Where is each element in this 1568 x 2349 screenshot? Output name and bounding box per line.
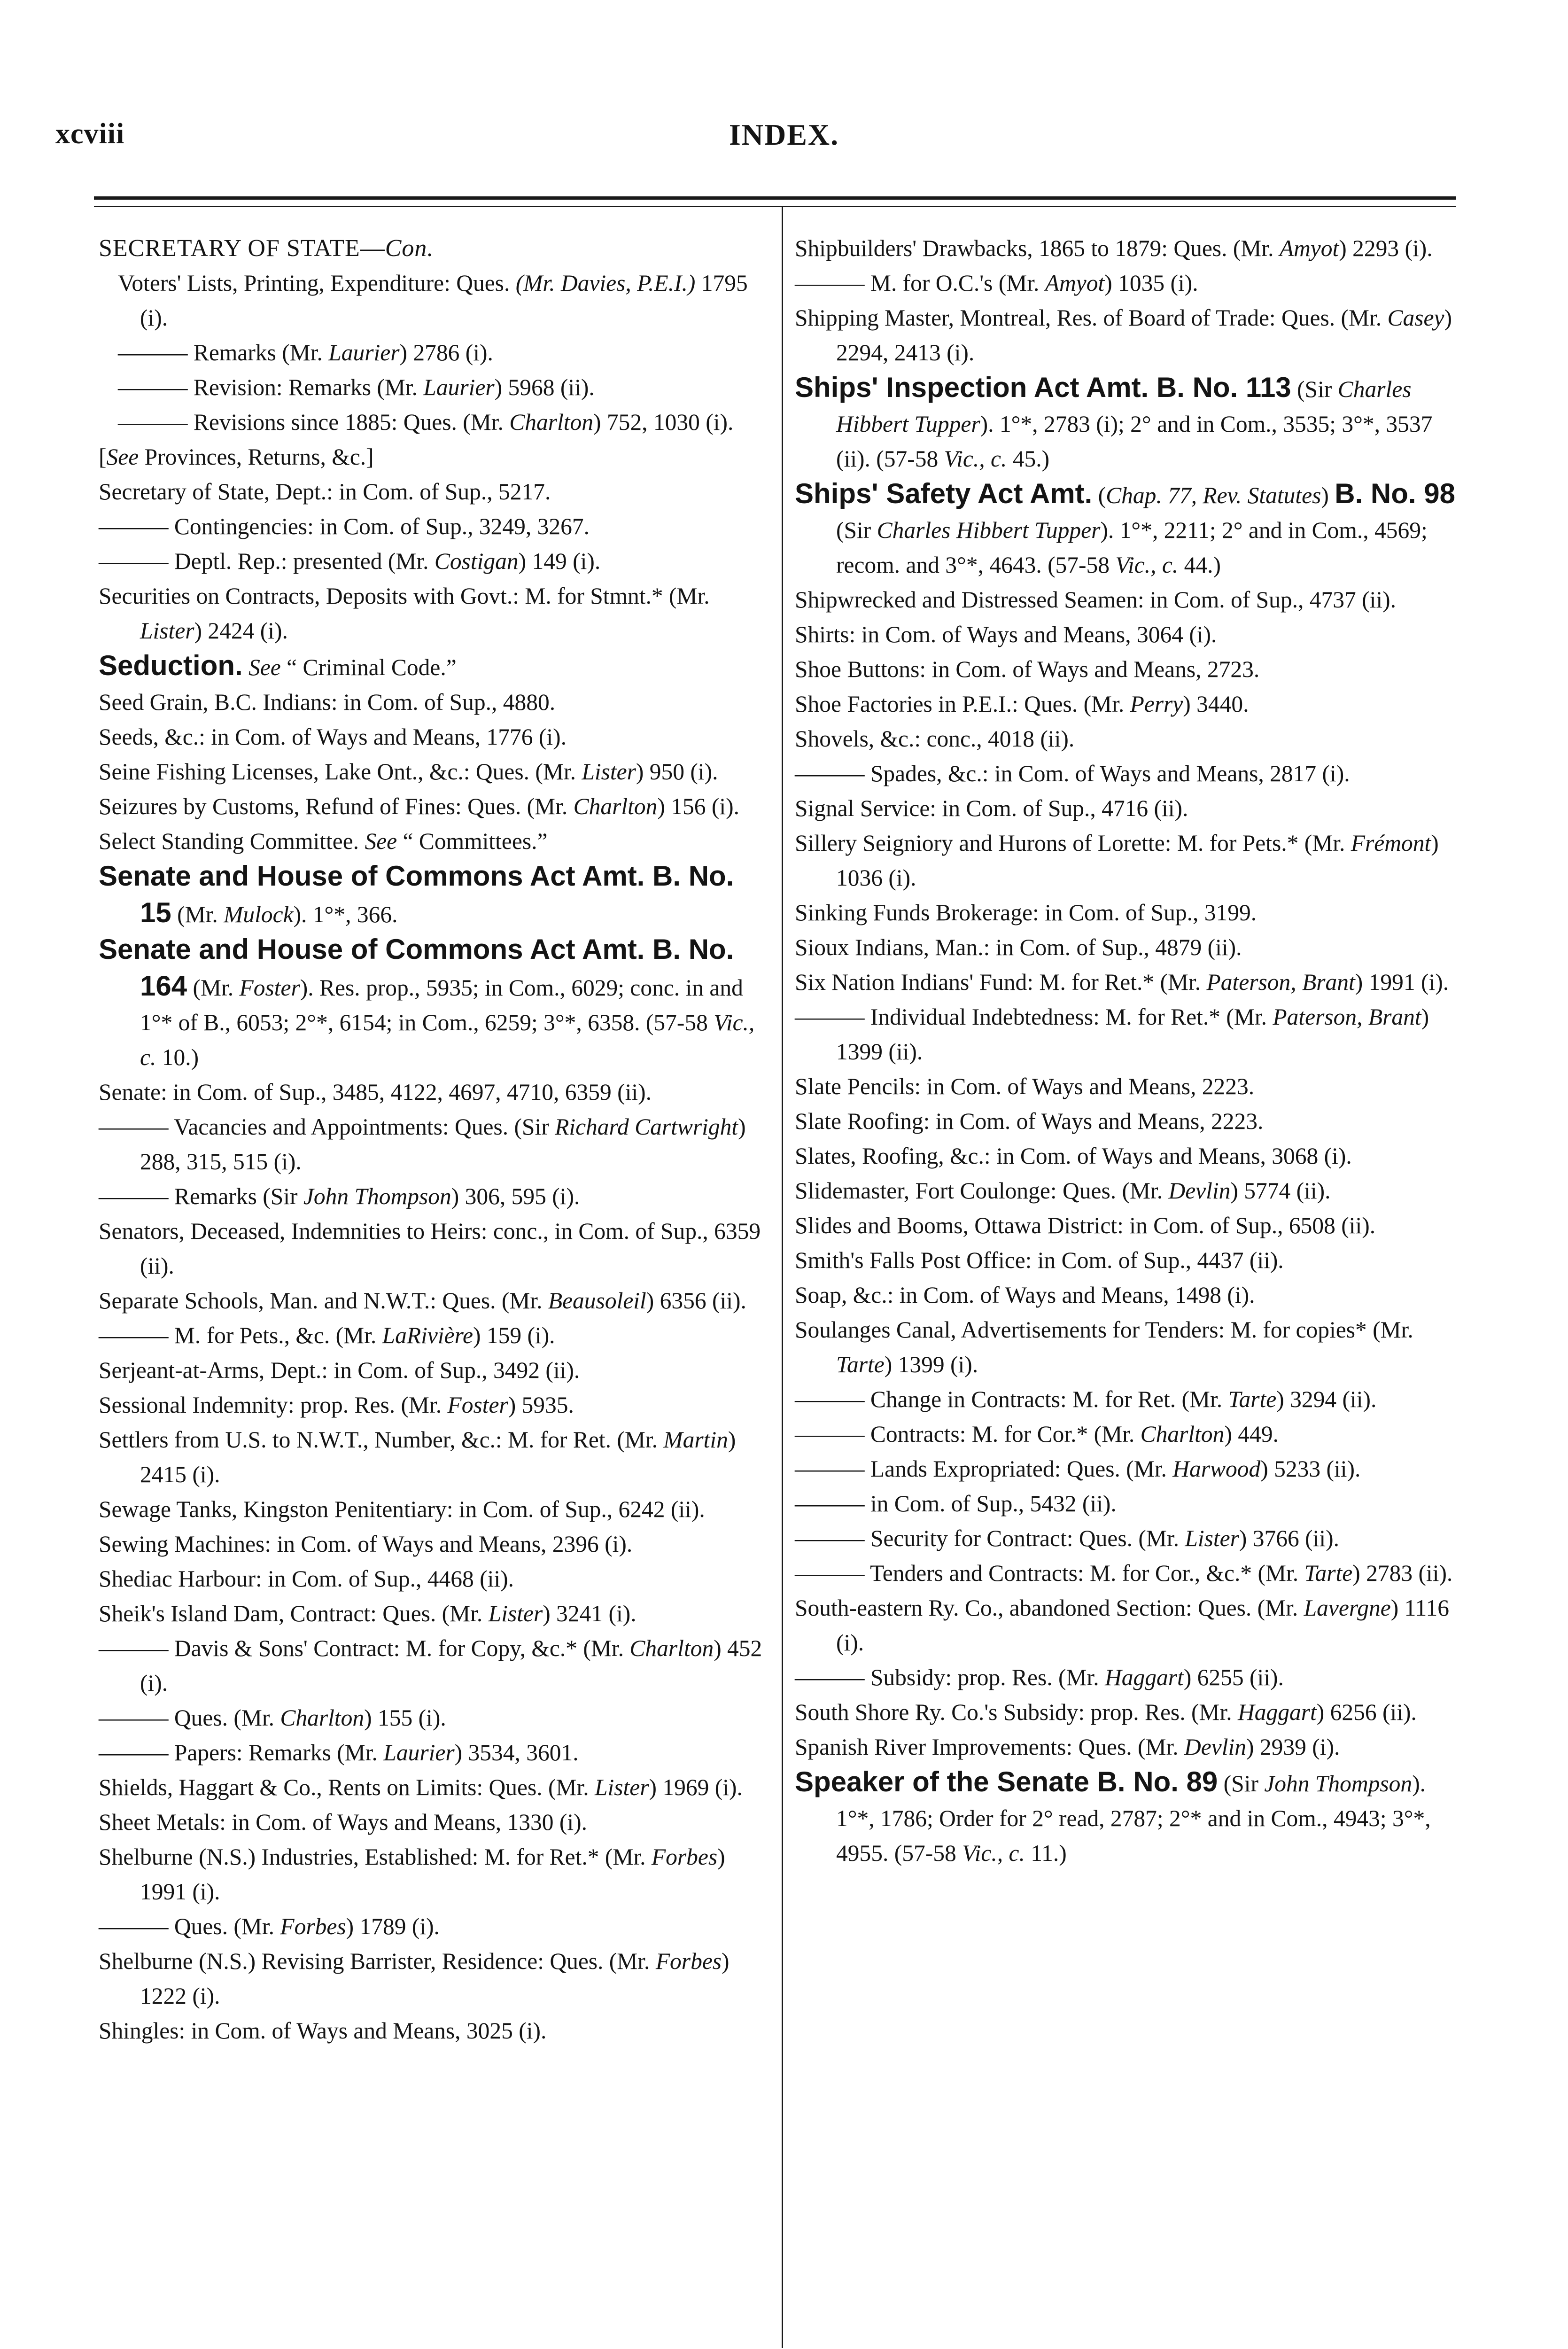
index-entry: Slates, Roofing, &c.: in Com. of Ways and Means, 3068 (i). — [795, 1143, 1352, 1169]
left-index-column — [99, 231, 764, 2048]
index-entry: Shipwrecked and Distressed Seamen: in Com. of Sup., 4737 (ii). — [795, 587, 1396, 613]
column-divider — [782, 206, 783, 2348]
page-number: xcviii — [55, 118, 125, 150]
index-entry: Sheik's Island Dam, Contract: Ques. (Mr. Lister) 3241 (i). — [99, 1601, 637, 1626]
index-entry: ——— Revision: Remarks (Mr. Laurier) 5968 (ii). — [118, 374, 595, 400]
index-entry: Sinking Funds Brokerage: in Com. of Sup., 3199. — [795, 900, 1257, 926]
index-entry: ——— Security for Contract: Ques. (Mr. Lister) 3766 (ii). — [795, 1525, 1339, 1551]
index-entry: Sheet Metals: in Com. of Ways and Means, 1330 (i). — [99, 1809, 587, 1835]
index-entry: Signal Service: in Com. of Sup., 4716 (ii). — [795, 795, 1188, 821]
index-entry: Shipbuilders' Drawbacks, 1865 to 1879: Ques. (Mr. Amyot) 2293 (i). — [795, 235, 1433, 261]
index-entry: Separate Schools, Man. and N.W.T.: Ques. (Mr. Beausoleil) 6356 (ii). — [99, 1288, 746, 1314]
index-entry: ——— Ques. (Mr. Forbes) 1789 (i). — [99, 1913, 440, 1939]
index-entry: Slate Pencils: in Com. of Ways and Means, 2223. — [795, 1073, 1255, 1099]
right-index-column — [795, 231, 1460, 1871]
index-entry: ——— Revisions since 1885: Ques. (Mr. Charlton) 752, 1030 (i). — [118, 409, 734, 435]
index-entry: Shelburne (N.S.) Revising Barrister, Residence: Ques. (Mr. Forbes) 1222 (i). — [99, 1948, 730, 2009]
index-entry: Settlers from U.S. to N.W.T., Number, &c.: M. for Ret. (Mr. Martin) 2415 (i). — [99, 1427, 736, 1487]
index-entry: Select Standing Committee. See “ Committees.” — [99, 828, 548, 854]
index-entry: ——— Papers: Remarks (Mr. Laurier) 3534, 3601. — [99, 1740, 579, 1766]
index-entry: Voters' Lists, Printing, Expenditure: Ques. (Mr. Davies, P.E.I.) 1795 (i). — [118, 270, 748, 331]
index-entry: Slate Roofing: in Com. of Ways and Means, 2223. — [795, 1108, 1264, 1134]
index-entry: Shoe Buttons: in Com. of Ways and Means, 2723. — [795, 656, 1260, 682]
index-entry: Smith's Falls Post Office: in Com. of Sup., 4437 (ii). — [795, 1247, 1284, 1273]
index-entry: [See Provinces, Returns, &c.] — [99, 444, 374, 470]
index-entry: Shingles: in Com. of Ways and Means, 3025 (i). — [99, 2018, 547, 2044]
index-entry: ——— Remarks (Mr. Laurier) 2786 (i). — [118, 340, 493, 366]
index-entry: ——— Change in Contracts: M. for Ret. (Mr. Tarte) 3294 (ii). — [795, 1386, 1377, 1412]
header-rule — [94, 196, 1456, 200]
index-entry: Sioux Indians, Man.: in Com. of Sup., 4879 (ii). — [795, 934, 1242, 960]
index-entry: Slidemaster, Fort Coulonge: Ques. (Mr. Devlin) 5774 (ii). — [795, 1178, 1331, 1204]
index-entry: Seduction. See “ Criminal Code.” — [99, 650, 457, 681]
index-entry: Shediac Harbour: in Com. of Sup., 4468 (ii). — [99, 1566, 514, 1592]
index-entry: Six Nation Indians' Fund: M. for Ret.* (Mr. Paterson, Brant) 1991 (i). — [795, 969, 1449, 995]
index-entry: ——— Deptl. Rep.: presented (Mr. Costigan) 149 (i). — [99, 548, 601, 574]
index-entry: Shoe Factories in P.E.I.: Ques. (Mr. Perry) 3440. — [795, 691, 1249, 717]
index-entry: Shipping Master, Montreal, Res. of Board of Trade: Ques. (Mr. Casey) 2294, 2413 (i). — [795, 305, 1452, 366]
index-entry: Senators, Deceased, Indemnities to Heirs: conc., in Com. of Sup., 6359 (ii). — [99, 1218, 761, 1279]
index-entry: ——— Vacancies and Appointments: Ques. (Sir Richard Cartwright) 288, 315, 515 (i). — [99, 1114, 746, 1174]
index-entry: Securities on Contracts, Deposits with Govt.: M. for Stmnt.* (Mr. Lister) 2424 (i). — [99, 583, 710, 644]
index-entry: ——— Contracts: M. for Cor.* (Mr. Charlton) 449. — [795, 1421, 1279, 1447]
index-entry: Secretary of State, Dept.: in Com. of Sup., 5217. — [99, 479, 551, 505]
index-entry: Shirts: in Com. of Ways and Means, 3064 (i). — [795, 622, 1217, 647]
index-entry: ——— M. for O.C.'s (Mr. Amyot) 1035 (i). — [795, 270, 1198, 296]
index-entry: ——— in Com. of Sup., 5432 (ii). — [795, 1491, 1117, 1517]
index-entry: Speaker of the Senate B. No. 89 (Sir John Thompson). 1°*, 1786; Order for 2° read, 2787; 2°* and in Com., 4943; 3°*, 4955. (57-58 Vic., c. 11.) — [795, 1766, 1431, 1866]
index-entry: Ships' Safety Act Amt. (Chap. 77, Rev. Statutes) B. No. 98 (Sir Charles Hibbert Tupper). 1°*, 2211; 2° and in Com., 4569; recom. and 3°*, 4643. (57-58 Vic., c. 44.) — [795, 478, 1455, 578]
index-entry: Sessional Indemnity: prop. Res. (Mr. Foster) 5935. — [99, 1392, 574, 1418]
index-entry: ——— Ques. (Mr. Charlton) 155 (i). — [99, 1705, 446, 1731]
index-entry: Sewing Machines: in Com. of Ways and Means, 2396 (i). — [99, 1531, 633, 1557]
index-entry: ——— Davis & Sons' Contract: M. for Copy, &c.* (Mr. Charlton) 452 (i). — [99, 1635, 762, 1696]
index-entry: Ships' Inspection Act Amt. B. No. 113 (Sir Charles Hibbert Tupper). 1°*, 2783 (i); 2° and in Com., 3535; 3°*, 3537 (ii). (57-58 Vic., c. 45.) — [795, 372, 1433, 472]
index-entry: Spanish River Improvements: Ques. (Mr. Devlin) 2939 (i). — [795, 1734, 1340, 1760]
index-entry: ——— M. for Pets., &c. (Mr. LaRivière) 159 (i). — [99, 1322, 555, 1348]
header-rule-thin — [94, 206, 1456, 207]
index-entry: Seed Grain, B.C. Indians: in Com. of Sup., 4880. — [99, 689, 556, 715]
index-entry: Shelburne (N.S.) Industries, Established: M. for Ret.* (Mr. Forbes) 1991 (i). — [99, 1844, 725, 1905]
index-entry: Senate and House of Commons Act Amt. B. No. 15 (Mr. Mulock). 1°*, 366. — [99, 860, 734, 928]
page-title: INDEX. — [729, 118, 839, 151]
index-entry: ——— Lands Expropriated: Ques. (Mr. Harwood) 5233 (ii). — [795, 1456, 1361, 1482]
index-entry: ——— Individual Indebtedness: M. for Ret.* (Mr. Paterson, Brant) 1399 (ii). — [795, 1004, 1429, 1065]
index-entry: ——— Remarks (Sir John Thompson) 306, 595 (i). — [99, 1183, 580, 1209]
index-entry: Soap, &c.: in Com. of Ways and Means, 1498 (i). — [795, 1282, 1255, 1308]
index-entry: Soulanges Canal, Advertisements for Tenders: M. for copies* (Mr. Tarte) 1399 (i). — [795, 1317, 1413, 1377]
index-entry: Slides and Booms, Ottawa District: in Com. of Sup., 6508 (ii). — [795, 1213, 1376, 1238]
index-entry: Senate: in Com. of Sup., 3485, 4122, 4697, 4710, 6359 (ii). — [99, 1079, 652, 1105]
index-entry: Sillery Seigniory and Hurons of Lorette: M. for Pets.* (Mr. Frémont) 1036 (i). — [795, 830, 1439, 891]
index-entry: Seine Fishing Licenses, Lake Ont., &c.: Ques. (Mr. Lister) 950 (i). — [99, 759, 718, 785]
index-entry: ——— Contingencies: in Com. of Sup., 3249, 3267. — [99, 513, 590, 539]
index-entry: South-eastern Ry. Co., abandoned Section: Ques. (Mr. Lavergne) 1116 (i). — [795, 1595, 1449, 1656]
index-entry: Seizures by Customs, Refund of Fines: Ques. (Mr. Charlton) 156 (i). — [99, 793, 739, 819]
index-entry: ——— Subsidy: prop. Res. (Mr. Haggart) 6255 (ii). — [795, 1665, 1284, 1690]
index-entry: ——— Spades, &c.: in Com. of Ways and Means, 2817 (i). — [795, 761, 1350, 786]
index-entry: ——— Tenders and Contracts: M. for Cor., &c.* (Mr. Tarte) 2783 (ii). — [795, 1560, 1453, 1586]
index-entry: Shovels, &c.: conc., 4018 (ii). — [795, 726, 1075, 752]
index-entry: Sewage Tanks, Kingston Penitentiary: in Com. of Sup., 6242 (ii). — [99, 1496, 705, 1522]
index-entry: Shields, Haggart & Co., Rents on Limits: Ques. (Mr. Lister) 1969 (i). — [99, 1774, 743, 1800]
index-entry: Seeds, &c.: in Com. of Ways and Means, 1776 (i). — [99, 724, 567, 750]
index-entry: Serjeant-at-Arms, Dept.: in Com. of Sup., 3492 (ii). — [99, 1357, 580, 1383]
index-entry: South Shore Ry. Co.'s Subsidy: prop. Res. (Mr. Haggart) 6256 (ii). — [795, 1699, 1417, 1725]
index-entry: SECRETARY OF STATE—Con. — [99, 235, 434, 262]
index-entry: Senate and House of Commons Act Amt. B. No. 164 (Mr. Foster). Res. prop., 5935; in Com., 6029; conc. in and 1°* of B., 6053; 2°*, 6154; in Com., 6259; 3°*, 6358. (57-58 Vic., c. 10.) — [99, 933, 755, 1070]
